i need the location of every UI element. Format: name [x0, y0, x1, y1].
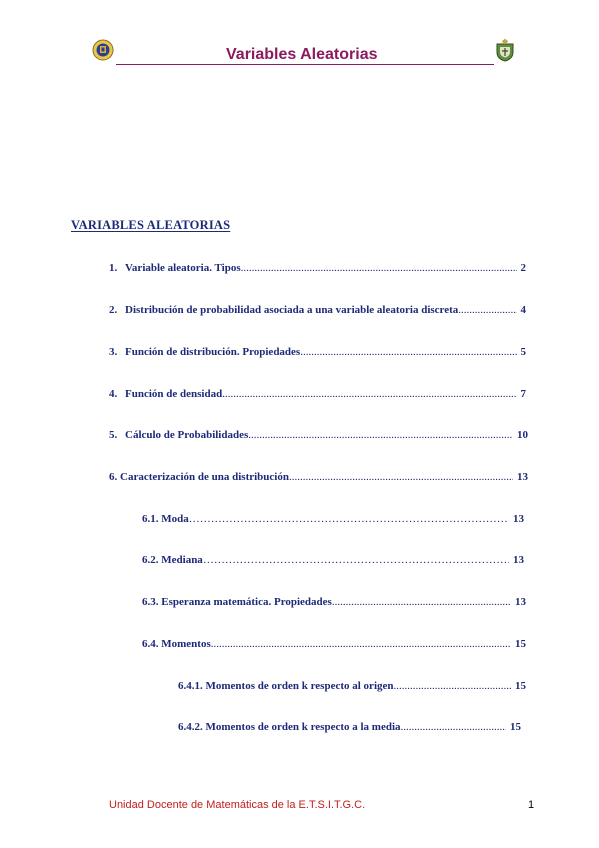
toc-entry-title: Distribución de probabilidad asociada a una variable aleatoria discreta [125, 304, 459, 316]
toc-leader-dots [222, 387, 516, 401]
toc-entry-number: 5. [109, 429, 118, 441]
toc-leader-dots [289, 470, 513, 484]
toc-leader-dots [203, 553, 509, 567]
toc-entry-title: 6.4.2. Momentos de orden k respecto a la media [178, 721, 401, 733]
toc-entry-title: 6.2. Mediana [142, 554, 203, 566]
toc-entry-number: 1. [109, 262, 118, 274]
toc-entry-page: 13 [513, 554, 524, 566]
toc-entry[interactable] [142, 595, 526, 609]
footer-text: Unidad Docente de Matemáticas de la E.T.S.I.T.G.C. [109, 799, 366, 811]
toc-entry-title: 6.4. Momentos [142, 638, 211, 650]
toc-entry[interactable] [109, 387, 526, 401]
toc-entry[interactable] [142, 512, 524, 526]
toc-entry-title: Caracterización de una distribución [120, 471, 289, 483]
toc-entry-title: Variable aleatoria. Tipos [125, 262, 241, 274]
toc-entry-page: 10 [517, 429, 528, 441]
toc-entry-page: 13 [513, 513, 524, 525]
toc-entry-page: 13 [517, 471, 528, 483]
toc-leader-dots [248, 428, 513, 442]
toc-title: VARIABLES ALEATORIAS [71, 218, 231, 232]
toc-entry-number: 2. [109, 304, 118, 316]
toc-entry-number: 4. [109, 388, 118, 400]
toc-leader-dots [332, 595, 511, 609]
toc-entry[interactable] [109, 345, 526, 359]
toc-entry-page: 13 [515, 596, 526, 608]
toc-entry[interactable] [109, 303, 526, 317]
toc-leader-dots [458, 303, 516, 317]
toc-leader-dots [300, 345, 516, 359]
toc-entry-page: 7 [520, 388, 526, 400]
page-number: 1 [528, 799, 535, 811]
toc-entry[interactable] [178, 679, 526, 693]
toc-entry[interactable] [109, 428, 528, 442]
toc-entry-title: Función de distribución. Propiedades [125, 346, 301, 358]
toc-leader-dots [211, 637, 511, 651]
toc-entry-number: 3. [109, 346, 118, 358]
toc-entry-title: 6.4.1. Momentos de orden k respecto al origen [178, 680, 394, 692]
toc-entry-page: 2 [520, 262, 526, 274]
toc-entry[interactable] [109, 261, 526, 275]
toc-leader-dots [401, 720, 506, 734]
toc-entry-page: 15 [515, 680, 526, 692]
toc-entry[interactable] [142, 637, 526, 651]
toc-leader-dots [189, 512, 509, 526]
header-title: Variables Aleatorias [226, 46, 378, 63]
toc-entry[interactable] [142, 553, 524, 567]
toc-entry-page: 5 [520, 346, 526, 358]
toc-entry-title: Función de densidad [125, 388, 223, 400]
toc-entry-title: 6.3. Esperanza matemática. Propiedades [142, 596, 332, 608]
toc-entry-page: 15 [515, 638, 526, 650]
toc-entry[interactable] [178, 720, 521, 734]
toc-leader-dots [394, 679, 512, 693]
toc-leader-dots [241, 261, 517, 275]
toc-entry-page: 4 [520, 304, 526, 316]
toc-entry-title: Cálculo de Probabilidades [125, 429, 249, 441]
toc-entry-title: 6.1. Moda [142, 513, 189, 525]
toc-entry-number: 6. [109, 471, 118, 483]
toc-entry-page: 15 [510, 721, 521, 733]
toc-entry[interactable] [109, 470, 528, 484]
